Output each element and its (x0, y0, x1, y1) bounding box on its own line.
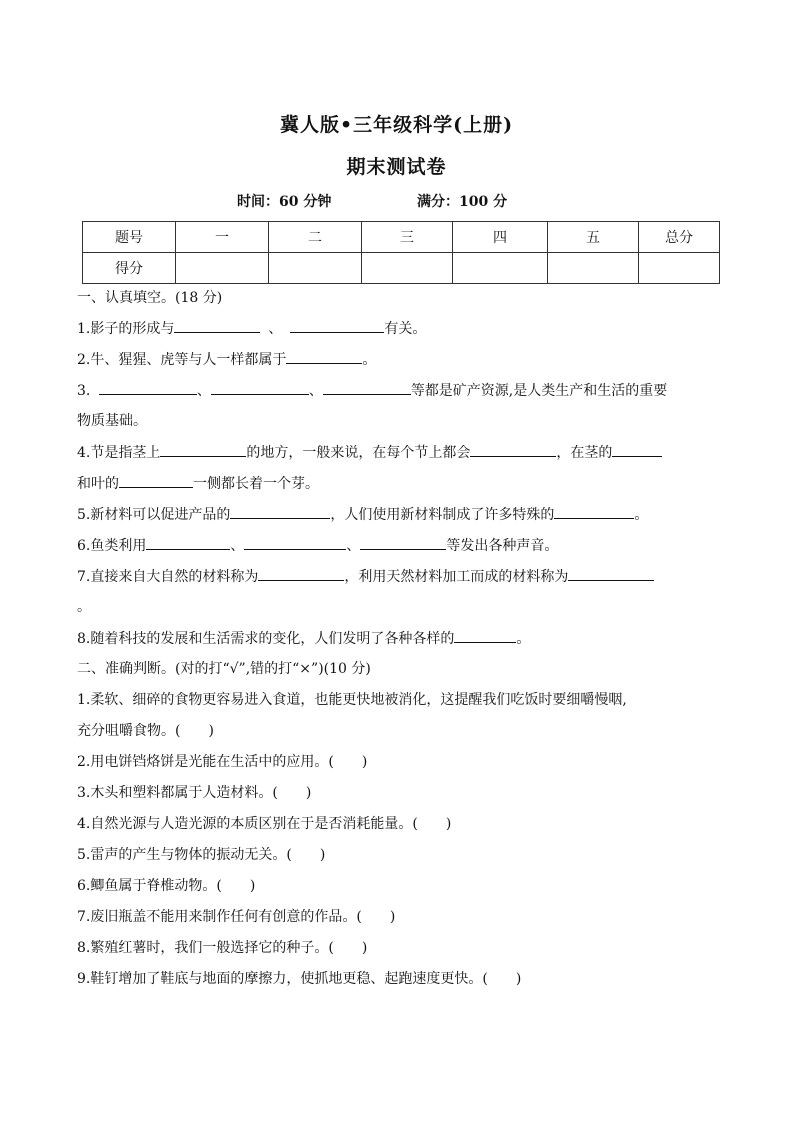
score-cell[interactable] (176, 253, 269, 284)
question-text: 。 (634, 507, 649, 523)
question-text: 、 (268, 321, 283, 337)
answer-blank[interactable] (160, 442, 246, 457)
fill-question-7 (77, 566, 654, 587)
answer-blank[interactable] (174, 318, 260, 333)
question-text: 5.新材料可以促进产品的 (77, 507, 231, 523)
question-text: 等都是矿产资源,是人类生产和生活的重要 (410, 383, 668, 399)
question-text: 、 (230, 538, 245, 554)
question-text: ，利用天然材料加工而成的材料称为 (344, 569, 569, 585)
answer-blank[interactable] (258, 566, 344, 581)
score-table-score-row (83, 253, 720, 284)
fill-question-7-cont: 。 (77, 599, 91, 615)
section2-heading: 二、准确判断。(对的打“√”,错的打“×”)(10 分) (77, 661, 371, 677)
answer-blank[interactable] (454, 628, 516, 643)
answer-blank[interactable] (568, 566, 654, 581)
fill-question-4 (77, 442, 662, 463)
question-text: 。 (516, 631, 531, 647)
question-text: ，在茎的 (556, 445, 613, 461)
question-text: ，人们使用新材料制成了许多特殊的 (330, 507, 555, 523)
score-cell[interactable] (639, 253, 720, 284)
exam-subtitle: 期末测试卷 (346, 156, 447, 178)
question-text: 3. (77, 383, 95, 399)
judge-question-6: 6.鲫鱼属于脊椎动物。( ) (77, 878, 256, 894)
question-text: 、 (308, 383, 323, 399)
answer-blank[interactable] (470, 442, 556, 457)
fill-question-3-cont: 物质基础。 (77, 413, 147, 429)
score-row-label: 得分 (83, 253, 176, 284)
answer-blank[interactable] (99, 380, 197, 395)
judge-question-1-cont: 充分咀嚼食物。( ) (77, 723, 214, 739)
judge-question-3: 3.木头和塑料都属于人造材料。( ) (77, 785, 312, 801)
question-text: 、 (346, 538, 361, 554)
answer-blank[interactable] (360, 535, 446, 550)
fill-question-2 (77, 349, 376, 370)
answer-blank[interactable] (211, 380, 309, 395)
question-text: 6.鱼类利用 (77, 538, 147, 554)
question-text: 一侧都长着一个芽。 (193, 476, 319, 492)
score-table (82, 221, 720, 284)
fill-question-3 (77, 380, 667, 401)
score-header-cell: 五 (548, 222, 639, 253)
question-text: 、 (196, 383, 211, 399)
score-header-cell: 一 (176, 222, 269, 253)
score-table-header-row (83, 222, 720, 253)
score-header-cell: 总分 (639, 222, 720, 253)
score-cell[interactable] (269, 253, 362, 284)
score-header-cell: 二 (269, 222, 362, 253)
judge-question-5: 5.雷声的产生与物体的振动无关。( ) (77, 847, 326, 863)
judge-question-8: 8.繁殖红薯时，我们一般选择它的种子。( ) (77, 940, 368, 956)
fill-question-5 (77, 504, 648, 525)
exam-title: 冀人版•三年级科学(上册) (279, 114, 514, 136)
judge-question-4: 4.自然光源与人造光源的本质区别在于是否消耗能量。( ) (77, 816, 452, 832)
score-cell[interactable] (548, 253, 639, 284)
question-text: 和叶的 (77, 476, 119, 492)
question-text: 1.影子的形成与 (77, 321, 175, 337)
question-text: 。 (362, 352, 377, 368)
question-text: 等发出各种声音。 (446, 538, 559, 554)
judge-question-7: 7.废旧瓶盖不能用来制作任何有创意的作品。( ) (77, 909, 396, 925)
question-text: 7.直接来自大自然的材料称为 (77, 569, 259, 585)
question-text: 的地方，一般来说，在每个节上都会 (246, 445, 471, 461)
fill-question-8 (77, 628, 530, 649)
judge-question-2: 2.用电饼铛烙饼是光能在生活中的应用。( ) (77, 754, 368, 770)
answer-blank[interactable] (286, 349, 362, 364)
fill-question-1 (77, 318, 426, 339)
judge-question-9: 9.鞋钉增加了鞋底与地面的摩擦力，使抓地更稳、起跑速度更快。( ) (77, 971, 522, 987)
judge-question-1: 1.柔软、细碎的食物更容易进入食道，也能更快地被消化，这提醒我们吃饭时要细嚼慢咽, (77, 692, 627, 708)
answer-blank[interactable] (230, 504, 330, 519)
answer-blank[interactable] (146, 535, 230, 550)
exam-full-score: 满分：100 分 (417, 194, 508, 210)
fill-question-4-cont (77, 473, 319, 494)
answer-blank[interactable] (612, 442, 662, 457)
answer-blank[interactable] (554, 504, 634, 519)
score-header-cell: 四 (453, 222, 548, 253)
question-text: 2.牛、猩猩、虎等与人一样都属于 (77, 352, 287, 368)
score-cell[interactable] (453, 253, 548, 284)
score-cell[interactable] (362, 253, 453, 284)
score-header-cell: 题号 (83, 222, 176, 253)
score-header-cell: 三 (362, 222, 453, 253)
question-text: 4.节是指茎上 (77, 445, 161, 461)
section1-heading: 一、认真填空。(18 分) (77, 290, 223, 306)
question-text: 有关。 (384, 321, 427, 337)
answer-blank[interactable] (244, 535, 346, 550)
question-text: 8.随着科技的发展和生活需求的变化，人们发明了各种各样的 (77, 631, 455, 647)
answer-blank[interactable] (290, 318, 384, 333)
fill-question-6 (77, 535, 558, 556)
exam-time: 时间：60 分钟 (237, 194, 332, 210)
answer-blank[interactable] (323, 380, 411, 395)
answer-blank[interactable] (119, 473, 193, 488)
